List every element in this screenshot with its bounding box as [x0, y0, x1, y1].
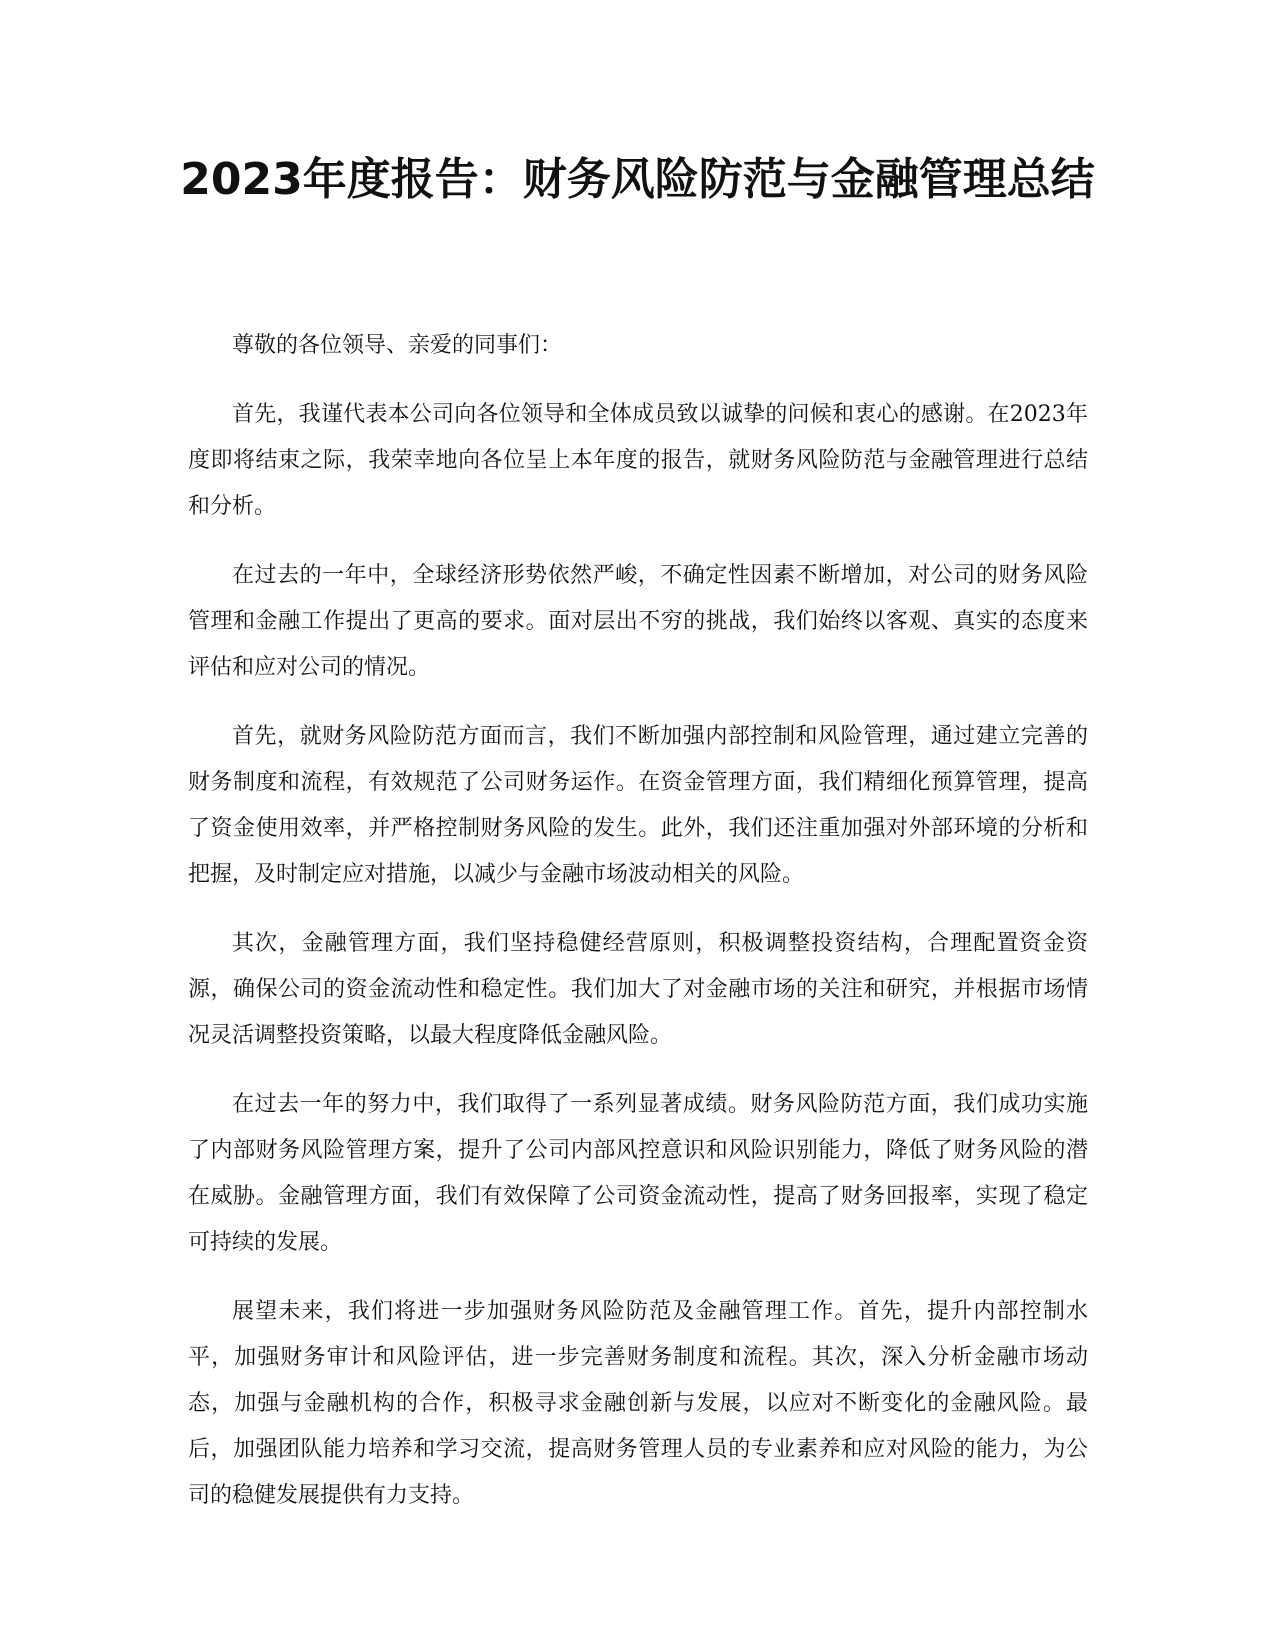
paragraph-achievements: 在过去一年的努力中，我们取得了一系列显著成绩。财务风险防范方面，我们成功实施了内部财务风险管理方案，提升了公司内部风控意识和风险识别能力，降低了财务风险的潜在威胁。金融管理方面，我们有效保障了公司资金流动性，提高了财务回报率，实现了稳定可持续的发展。 — [188, 1092, 1088, 1255]
paragraph-economic-context: 在过去的一年中，全球经济形势依然严峻，不确定性因素不断增加，对公司的财务风险管理和金融工作提出了更高的要求。面对层出不穷的挑战，我们始终以客观、真实的态度来评估和应对公司的情况。 — [188, 563, 1088, 680]
paragraph-risk-prevention: 首先，就财务风险防范方面而言，我们不断加强内部控制和风险管理，通过建立完善的财务制度和流程，有效规范了公司财务运作。在资金管理方面，我们精细化预算管理，提高了资金使用效率，并严格控制财务风险的发生。此外，我们还注重加强对外部环境的分析和把握，及时制定应对措施，以减少与金融市场波动相关的风险。 — [188, 724, 1088, 887]
paragraph-greeting: 尊敬的各位领导、亲爱的同事们： — [232, 333, 563, 358]
paragraph-outlook: 展望未来，我们将进一步加强财务风险防范及金融管理工作。首先，提升内部控制水平，加强财务审计和风险评估，进一步完善财务制度和流程。其次，深入分析金融市场动态，加强与金融机构的合作，积极寻求金融创新与发展，以应对不断变化的金融风险。最后，加强团队能力培养和学习交流，提高财务管理人员的专业素养和应对风险的能力，为公司的稳健发展提供有力支持。 — [188, 1299, 1088, 1508]
document-title: 2023年度报告：财务风险防范与金融管理总结 — [180, 154, 1095, 205]
paragraph-financial-management: 其次，金融管理方面，我们坚持稳健经营原则，积极调整投资结构，合理配置资金资源，确保公司的资金流动性和稳定性。我们加大了对金融市场的关注和研究，并根据市场情况灵活调整投资策略，以最大程度降低金融风险。 — [188, 931, 1088, 1048]
paragraph-opening: 首先，我谨代表本公司向各位领导和全体成员致以诚挚的问候和衷心的感谢。在2023年度即将结束之际，我荣幸地向各位呈上本年度的报告，就财务风险防范与金融管理进行总结和分析。 — [188, 402, 1088, 519]
document-body — [188, 323, 1088, 1542]
